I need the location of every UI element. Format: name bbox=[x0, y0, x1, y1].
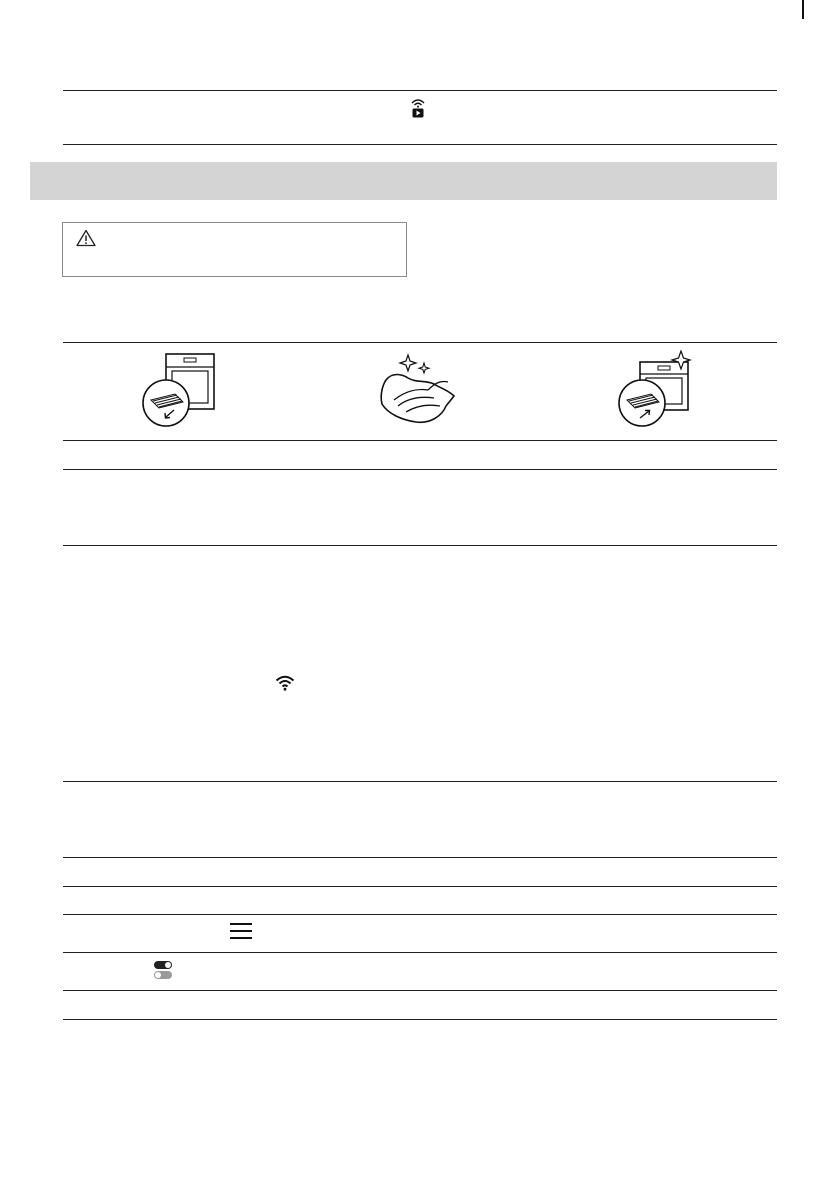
oven-insert-shelf-icon bbox=[618, 350, 700, 433]
warning-triangle-icon bbox=[76, 229, 96, 252]
table-rule bbox=[63, 1019, 777, 1020]
table-rule bbox=[63, 952, 777, 953]
table-rule bbox=[63, 990, 777, 991]
hamburger-menu-icon bbox=[230, 922, 252, 945]
table-rule bbox=[63, 781, 777, 782]
oven-remove-shelf-icon bbox=[138, 350, 220, 433]
warning-box bbox=[62, 222, 407, 277]
table-rule-bottom bbox=[63, 144, 777, 145]
illustration-table-rule-bottom bbox=[63, 440, 777, 441]
table-rule-top bbox=[63, 90, 777, 91]
hand-cloth-cleaning-icon bbox=[378, 352, 460, 431]
illustration-table-rule-top bbox=[63, 342, 777, 343]
table-rule bbox=[63, 914, 777, 915]
page-edge-mark bbox=[802, 0, 804, 19]
table-rule bbox=[63, 886, 777, 887]
toggle-switches-icon bbox=[153, 960, 173, 985]
wifi-icon bbox=[275, 675, 295, 696]
table-rule bbox=[63, 545, 777, 546]
wifi-play-icon bbox=[410, 98, 426, 123]
table-rule bbox=[63, 469, 777, 470]
table-rule bbox=[63, 857, 777, 858]
section-header-bar bbox=[30, 162, 777, 200]
